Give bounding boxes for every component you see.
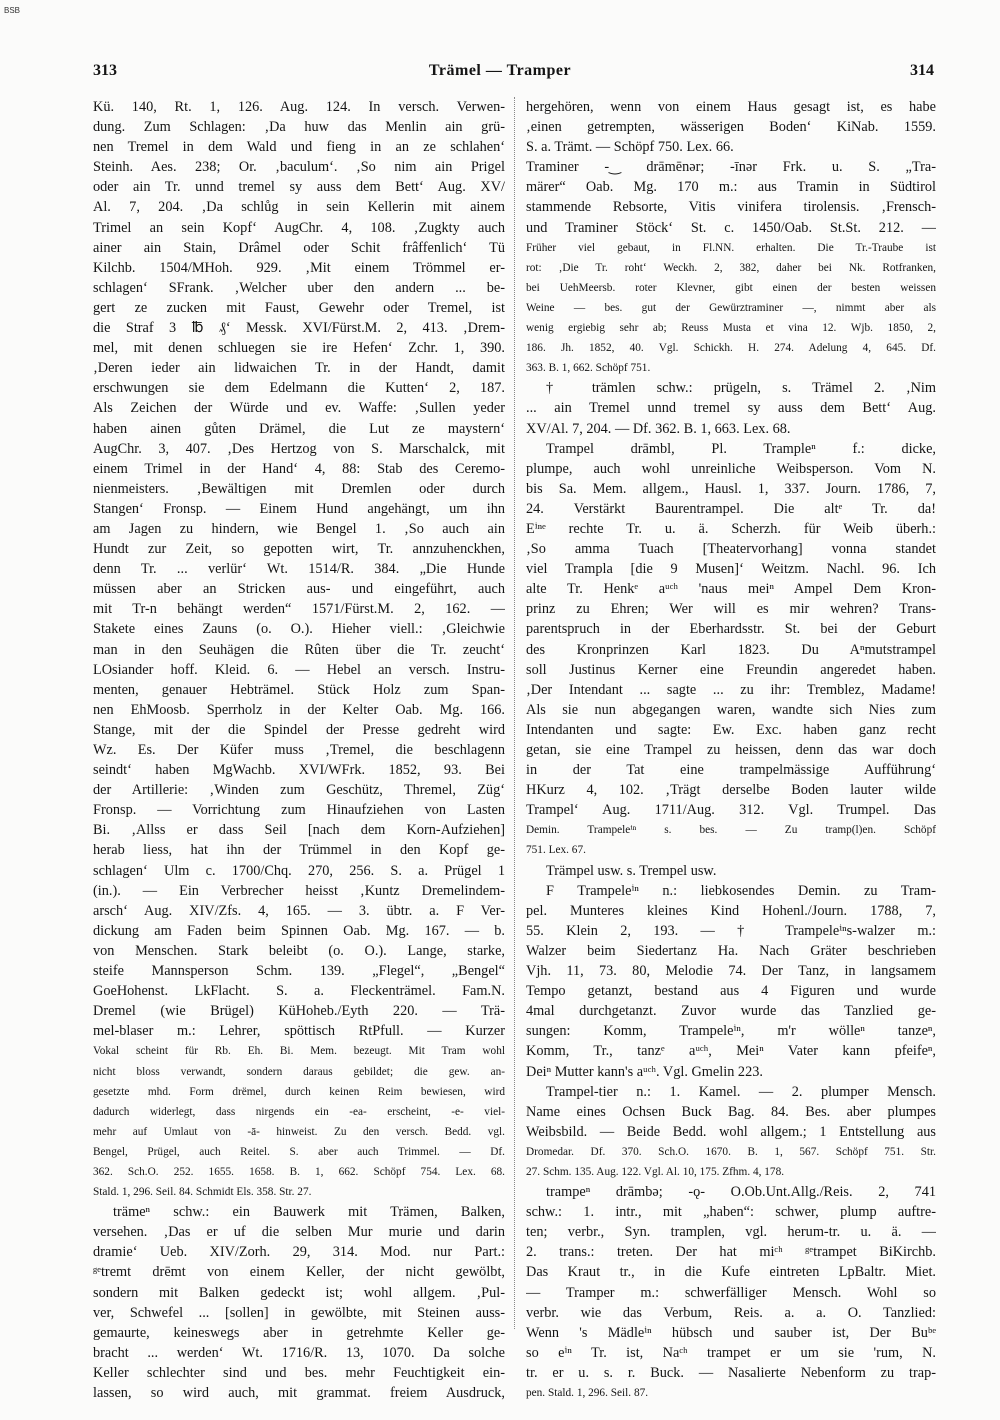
left-column-line: Stange, mit der die Spindel der Presse gedreht wird [93, 721, 505, 738]
right-column-line: Vjh. 11, 73. 80, Melodie 74. Der Tanz, in langsamem [526, 963, 936, 980]
right-column-line: prinz zu Ehren; Wer will es mir wehren? Trans- [526, 601, 936, 618]
right-column-line: verbr. wie das Verbum, Reis. a. a. O. Tanzlied: [526, 1304, 936, 1321]
left-column-line: dramie‘ Ueb. XIV/Zorh. 29, 314. Mod. nur Part.: [93, 1244, 505, 1261]
left-column-line: Kü. 140, Rt. 1, 126. Aug. 124. In versch. Verwen- [93, 99, 505, 115]
left-column-line: einem Trimel in der Hand‘ 4, 88: Stab des Ceremo- [93, 460, 505, 477]
left-column-line: lassen, so wird auch, mit grammat. freiem Ausdruck, [93, 1385, 505, 1401]
right-column-line: Komm, Tr., tanzᵉ aᵘᶜʰ, Meiⁿ Vater kann pfeifeⁿ, [526, 1043, 936, 1060]
right-column-line: XV/Al. 7, 204. — Df. 362. B. 1, 663. Lex. 68. [526, 420, 791, 437]
page-header [0, 62, 1000, 84]
right-column-line: Trampel-tier n.: 1. Kamel. — 2. plumper Mensch. [546, 1083, 936, 1100]
left-column-line: menten, genauer Hebträmel. Stück Holz zum Span- [93, 681, 505, 698]
left-column-line: die Straf 3 ℔ ₰‘ Messk. XVI/Fürst.M. 2, 413. ‚Drem- [93, 320, 505, 337]
right-column-line: so eⁱⁿ Tr. ist, Naᶜʰ trampet er um sie 'rum, N. [526, 1344, 936, 1361]
right-column-line: Walzer beim Siedertanz Ha. Nach Gräter beschrieben [526, 942, 936, 959]
left-column-line: dadurch widerlegt, dass nirgends ein -ea- erscheint, -e- viel- [93, 1105, 505, 1118]
left-column-line: Stangen‘ Fronsp. — Einem Hund angehängt, um ihn [93, 500, 505, 517]
page-number-right: 314 [910, 62, 934, 79]
left-column-line: Trimel an sein Kopf‘ AugChr. 4, 108. ‚Zugkty auch [93, 219, 505, 236]
right-column-line: schw.: 1. intr., mit „haben“: schwer, plump auftre- [526, 1204, 936, 1221]
right-column-line: 27. Schm. 135. Aug. 122. Vgl. Al. 10, 175. Zfhm. 4, 178. [526, 1165, 785, 1178]
right-column-line: Name eines Ochsen Buck Bag. 84. Bes. aber plumpes [526, 1103, 936, 1120]
left-column-line: schlagen‘ Ulm c. 1700/Chq. 270, 256. S. a. Prügel 1 [93, 862, 505, 879]
left-column-line: Keller schlechter sind und bes. mehr Feuchtigkeit ein- [93, 1364, 505, 1381]
column-divider [514, 97, 515, 1329]
right-column-line: Intendanten und sagte: Ew. Exc. haben ganz recht [526, 721, 936, 738]
left-column-line: erschwungen sie dem Edelmann die Kutten‘ 2, 187. [93, 380, 505, 397]
right-column-line: 55. Klein 2, 193. — † Trampeleⁱⁿs-walzer m.: [526, 922, 936, 939]
left-column-line: Als Zeichen der Würde und ev. Waffe: ‚Sullen yeder [93, 400, 505, 417]
left-column-line: am Jagen zu hindern, wie Bengel 1. ‚So auch ain [93, 520, 505, 537]
left-column-line: gert ze zucken mit Faust, Gewehr oder Tremel, ist [93, 299, 505, 316]
left-column-line: Kilchb. 1504/MHoh. 929. ‚Mit einem Trömmel er- [93, 259, 505, 276]
right-column-line: soll Justinus Kerner eine Freundin angeredet haben. [526, 661, 936, 678]
right-column-line: ten; verbr., Syn. tramplen, vgl. herum-tr. u. ä. — [526, 1224, 936, 1241]
left-column-line: nen EhMoosb. Sperrholz in der Kelter Oab. Mg. 166. [93, 701, 505, 718]
left-column-line: LOsiander hoff. Kleid. 6. — Hebel an versch. Instru- [93, 661, 505, 678]
right-column-line: viel Trampla [die 9 Musen]‘ Weitzm. Nachl. 96. Ich [526, 561, 936, 578]
right-column-line: S. a. Trämt. — Schöpf 750. Lex. 66. [526, 139, 734, 156]
left-column-line: ᵍᵉtremt drēmt von einem Keller, der nicht gewölbt, [93, 1264, 505, 1281]
left-column-line: haben ainen gůten Drämel, die Lut ze maystern‘ [93, 420, 505, 437]
left-column-line: GoeHohenst. LkFlacht. S. a. Fleckenträmel. Fam.N. [93, 983, 505, 1000]
right-column-line: Dromedar. Df. 370. Sch.O. 1670. B. 1, 567. Schöpf 751. Str. [526, 1145, 936, 1158]
left-column-line: gemaurte, keineswegs aber in getrehmte Keller ge- [93, 1324, 505, 1341]
right-column-line: getan, sie eine Trampel zu heissen, denn das war doch [526, 742, 936, 758]
right-column-line: pel. Munteres kleines Kind Hohenl./Journ. 1788, 7, [526, 902, 936, 919]
left-column-line: trämeⁿ schw.: ein Bauwerk mit Trämen, Balken, [113, 1204, 505, 1221]
left-column-line: (in.). — Ein Verbrecher heisst ‚Kuntz Dremelindem- [93, 882, 505, 899]
left-column-line: AugChr. 3, 407. ‚Des Hertzog von S. Marschalck, mit [93, 440, 505, 457]
right-column-line: 363. B. 1, 662. Schöpf 751. [526, 362, 651, 375]
left-column-line: Hundt zur Zeit, so gepotten wirt, Tr. annzuhenckhen, [93, 541, 505, 558]
right-column-line: HKurz 4, 102. ‚Trägt derselbe Boden lauter wilde [526, 782, 936, 799]
right-column-line: — Tramper m.: schwerfälliger Mensch. Wohl so [526, 1284, 936, 1301]
left-column-line: Vokal scheint für Rb. Eh. Bi. Mem. bezeugt. Mit Tram wohl [93, 1045, 505, 1058]
left-column-line: bracht ... werden‘ Wt. 1716/R. 13, 1070. Da solche [93, 1344, 505, 1361]
left-column-line: herab liess, hat ihn der Trümmel in den Kopf ge- [93, 842, 505, 859]
right-column-line: stammende Rebsorte, Vitis vinifera tirolensis. ‚Frensch- [526, 199, 936, 216]
left-column-line: Fronsp. — Vorrichtung zum Hinaufziehen von Lasten [93, 802, 505, 819]
left-column-line: denn Tr. ... verlür‘ Wt. 1514/R. 384. „Die Hunde [93, 561, 505, 578]
left-column-line: Steinh. Aes. 238; Or. ‚baculum‘. ‚So nim ain Prigel [93, 159, 505, 176]
right-column-line: tr. er u. s. r. Buck. — Nasalierte Nebenform zu trap- [526, 1364, 936, 1381]
left-column-line: oder ain Tr. unnd tremel sy auss dem Bett‘ Aug. XV/ [93, 179, 505, 196]
left-column-line: Bengel, Prügel, auch Reitel. S. aber auch Trimmel. — Df. [93, 1145, 505, 1158]
right-column [526, 97, 936, 1403]
right-column-line: Als sie nun abgegangen waren, wandte sich Nies zum [526, 701, 936, 718]
right-column-line: 186. Jh. 1852, 40. Vgl. Schickh. H. 274. Adelung 4, 645. Df. [526, 342, 936, 355]
left-column-line: ainer ain Stain, Drâmel oder Schit frâffenlich‘ Tü [93, 239, 505, 256]
left-column-line: nienmeisters. ‚Bewältigen mit Dremlen oder durch [93, 480, 505, 497]
right-column-line: Traminer -‿ drāmēnər; -īnər Frk. u. S. „Tra- [526, 159, 936, 176]
right-column-line: † trämlen schw.: prügeln, s. Trämel 2. ‚Nim [546, 380, 936, 397]
right-column-line: des Kronprinzen Karl 1823. Du Aⁿmutstrampel [526, 641, 936, 658]
right-column-line: ‚So amma Tuach [Theatervorhang] vonna standet [526, 541, 936, 558]
left-column-line: schlagen‘ SFrank. ‚Welcher uber den andern ... be- [93, 279, 505, 296]
right-column-line: sungen: Komm, Trampeleⁱⁿ, m'r wölleⁿ tanzeⁿ, [526, 1023, 936, 1040]
left-column-line: versehen. ‚Das er uf die selben Mur murie und darin [93, 1224, 505, 1241]
left-column-line: steife Mannsperson Schm. 139. „Flegel“, „Bengel“ [93, 963, 505, 980]
left-column-line: Al. 7, 204. ‚Da schlůg in sein Kellerin mit ainem [93, 199, 505, 216]
right-column-line: ... ain Tremel unnd tremel sy auss dem Bett‘ Aug. [526, 400, 936, 417]
left-column-line: Bi. ‚Allss er dass Seil [nach dem Korn-Aufziehen] [93, 822, 505, 839]
right-column-line: Trampel drāmbl, Pl. Trampleⁿ f.: dicke, [546, 440, 936, 457]
left-column-line: sondern mit Balken gedeckt ist; wohl allgem. ‚Pul- [93, 1284, 505, 1301]
left-column [93, 97, 505, 1403]
right-column-line: wenig ergiebig sehr ab; Reuss Musta et vina 12. Wjb. 1850, 2, [526, 322, 936, 335]
left-column-line: mel, mit denen schluegen sie ire Hefen‘ Zchr. 1, 390. [93, 340, 505, 357]
left-column-line: gesetzte mhd. Form drëmel, durch keinen Reim bewiesen, wird [93, 1085, 505, 1098]
right-column-line: plumpe, auch wohl unreinliche Weibsperson. Vom N. [526, 460, 936, 477]
right-column-line: und Traminer Stöck‘ St. c. 1450/Oab. St.St. 212. — [526, 219, 936, 236]
right-column-line: Weibsbild. — Beide Bedd. wohl allgem.; 1 Entstellung aus [526, 1123, 936, 1140]
left-column-line: mehr auf Umlaut von -ā- hinweist. Zu den versch. Bedd. vgl. [93, 1125, 505, 1138]
right-column-line: trampeⁿ drāmbə; -ǫ- O.Ob.Unt.Allg./Reis. 2, 741 [546, 1184, 936, 1201]
right-column-line: Trampel‘ Aug. 1711/Aug. 312. Vgl. Trumpel. Das [526, 802, 936, 819]
right-column-line: Eⁱⁿᵉ rechte Tr. u. ä. Scherzh. für Weib überh.: [526, 520, 936, 537]
right-column-line: in der Tat eine trampelmässige Aufführung‘ [526, 762, 936, 779]
left-column-line: Wz. Es. Der Küfer muss ‚Tremel, die beschlagenn [93, 742, 505, 758]
left-column-line: müssen aber an Stricken aus- und eingeführt, auch [93, 581, 505, 598]
right-column-line: märer“ Oab. Mg. 170 m.: aus Tramin in Südtirol [526, 179, 936, 196]
right-column-line: Weine — bes. gut der Gewürztraminer —, nimmt aber als [526, 301, 936, 314]
left-column-line: mit Tr-n behängt werden“ 1571/Fürst.M. 2, 162. — [93, 601, 505, 618]
right-column-line: ‚einen getrempten, wässerigen Boden‘ KiNab. 1559. [526, 119, 936, 136]
right-column-line: 751. Lex. 67. [526, 844, 586, 857]
left-column-line: nen Tremel in dem Wald und fieng in an ze schlahen‘ [93, 139, 505, 156]
right-column-line: 24. Verstärkt Baurentrampel. Die altᵉ Tr. da! [526, 500, 936, 517]
right-column-line: Deiⁿ Mutter kann's aᵘᶜʰ. Vgl. Gmelin 223. [526, 1063, 763, 1080]
left-column-line: der Artillerie: ‚Winden zum Geschütz, Thremel, Züg‘ [93, 782, 505, 799]
right-column-line: alte Tr. Henkᵉ aᵘᶜʰ 'naus meiⁿ Ampel Dem Kron- [526, 581, 936, 598]
right-column-line: Trämpel usw. s. Trempel usw. [546, 862, 717, 879]
left-column-line: seindt‘ haben MgWachb. XVI/WFrk. 1852, 93. Bei [93, 762, 505, 779]
left-column-line: Dremel (wie Brügel) KüHoheb./Eyth 220. — Trä- [93, 1003, 505, 1020]
right-column-line: ‚Der Intendant ... sagte ... zu ihr: Tremblez, Madame! [526, 681, 936, 698]
left-column-line: mel-blaser m.: Lehrer, spöttisch RtPfull. — Kurzer [93, 1023, 505, 1040]
right-column-line: Demin. Trampeleⁱⁿ s. bes. — Zu tramp(l)en. Schöpf [526, 824, 936, 837]
left-column-line: man in den Seuhägen die Rûten über die Tr. zeucht‘ [93, 641, 505, 658]
right-column-line: Das Kraut tr., in die Kufe eintreten LpBaltr. Miet. [526, 1264, 936, 1281]
right-column-line: 4mal durchgetanzt. Zuvor wurde das Tanzlied ge- [526, 1003, 936, 1020]
right-column-line: 2. trans.: treten. Der hat miᶜʰ ᵍᵉtrampet BiKirchb. [526, 1244, 936, 1261]
left-column-line: dickung am Faden beim Spinnen Oab. Mg. 167. — b. [93, 922, 505, 939]
left-column-line: Stald. 1, 296. Seil. 84. Schmidt Els. 358. Str. 27. [93, 1186, 312, 1199]
right-column-line: F Trampeleⁱⁿ n.: liebkosendes Demin. zu Tram- [546, 882, 936, 899]
left-column-line: ver, Schwefel ... [sollen] in gewölbte, mit Steinen auss- [93, 1304, 505, 1321]
library-mark: BSB [4, 6, 21, 15]
right-column-line: bis Sa. Mem. allgem., Hausl. 1, 337. Journ. 1786, 7, [526, 480, 936, 497]
right-column-line: pen. Stald. 1, 296. Seil. 87. [526, 1387, 649, 1399]
page-number-left: 313 [93, 62, 117, 79]
left-column-line: ‚Deren ieder ain lidwaichen Tr. in der Handt, damit [93, 360, 505, 377]
left-column-line: von Menschen. Stark beleibt (o. O.). Lange, starke, [93, 942, 505, 959]
right-column-line: hergehören, wenn von einem Haus gesagt ist, es habe [526, 99, 936, 115]
right-column-line: Tempo getanzt, bestand aus 4 Figuren und wurde [526, 983, 936, 1000]
right-column-line: parentspruch in der Eberhardsstr. St. bei der Geburt [526, 621, 936, 638]
left-column-line: dung. Zum Schlagen: ‚Da huw das Menlin ain grü- [93, 119, 505, 136]
right-column-line: bei UehMeersb. roter Klevner, gibt einen der besten weissen [526, 281, 936, 294]
left-column-line: arsch‘ Aug. XIV/Zfs. 4, 165. — 3. übtr. a. F Ver- [93, 902, 505, 919]
right-column-line: Früher viel gebaut, in Fl.NN. erhalten. Die Tr.-Traube ist [526, 241, 936, 254]
left-column-line: nicht bloss verwandt, sondern daraus gebildet; die gew. an- [93, 1065, 505, 1078]
left-column-line: Stakete eines Zauns (o. O.). Hieher viell.: ‚Gleichwie [93, 621, 505, 638]
left-column-line: 362. Sch.O. 252. 1655. 1658. B. 1, 662. Schöpf 754. Lex. 68. [93, 1165, 505, 1178]
right-column-line: rot: ‚Die Tr. roht‘ Weckh. 2, 382, daher bei Nk. Rotfranken, [526, 261, 936, 274]
running-title: Trämel — Tramper [428, 62, 572, 79]
right-column-line: Wenn 's Mädleⁱⁿ hübsch und sauber ist, Der Buᵇᵉ [526, 1324, 936, 1341]
